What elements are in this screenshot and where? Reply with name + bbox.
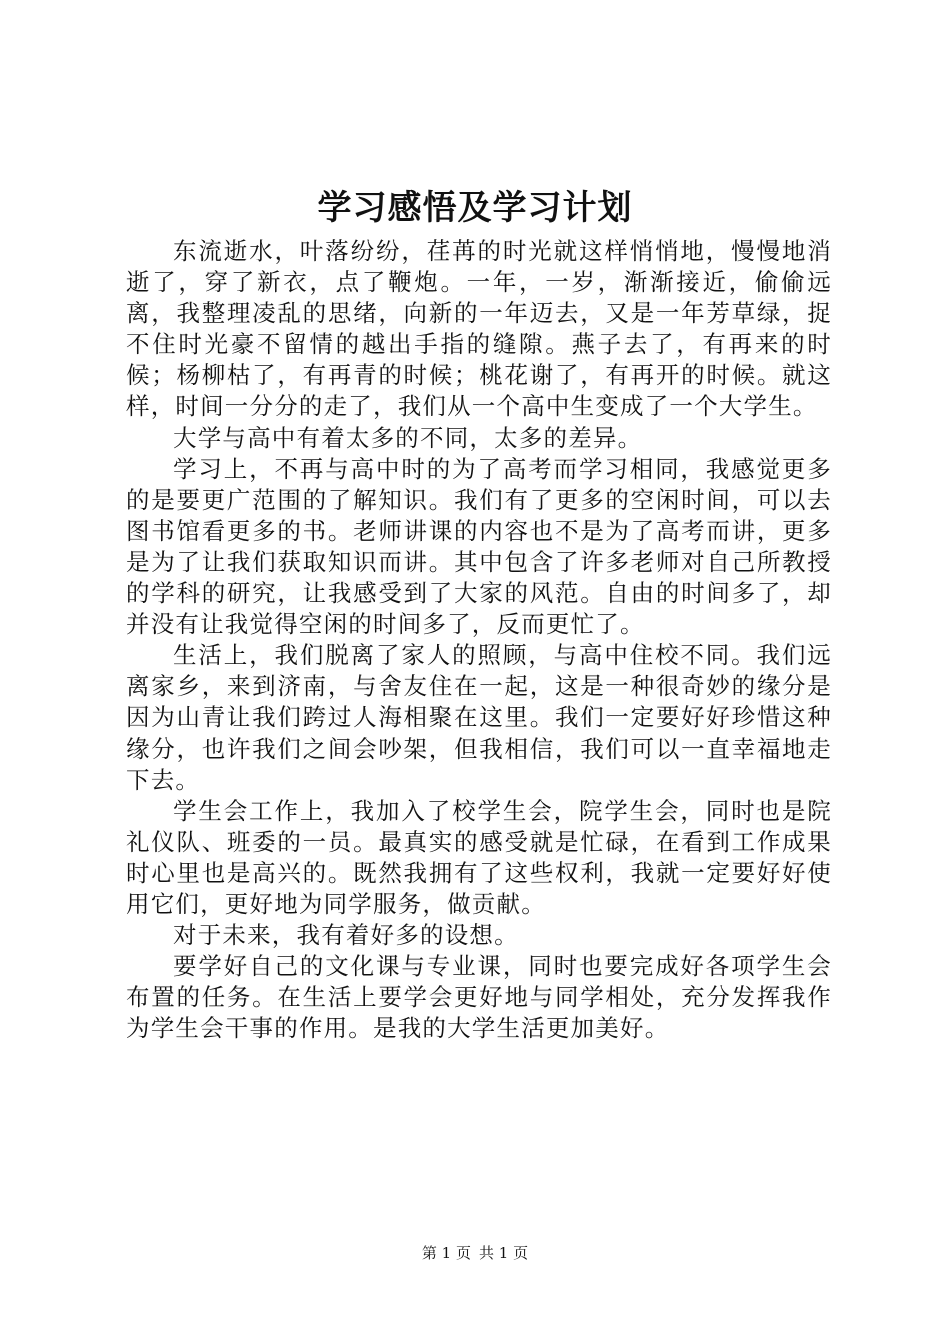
paragraph-differences: 大学与高中有着太多的不同，太多的差异。 [173,423,643,452]
paragraph-life: 生活上，我们脱离了家人的照顾，与高中住校不同。我们远离家乡，来到济南，与舍友住在一起，这是一种很奇妙的缘分是因为山青让我们跨过人海相聚在这里。我们一定要好好珍惜这种缘分，也许我们之间会吵架，但我相信，我们可以一直幸福地走下去。 [126,641,832,794]
page-footer [0,1242,950,1264]
paragraph-plan: 要学好自己的文化课与专业课，同时也要完成好各项学生会布置的任务。在生活上要学会更好地与同学相处，充分发挥我作为学生会干事的作用。是我的大学生活更加美好。 [126,952,832,1043]
page-number: 第 1 页 [421,1244,471,1262]
paragraph-student-union: 学生会工作上，我加入了校学生会，院学生会，同时也是院礼仪队、班委的一员。最真实的感受就是忙碌，在看到工作成果时心里也是高兴的。既然我拥有了这些权利，我就一定要好好使用它们，更好地为同学服务，做贡献。 [126,796,832,918]
paragraph-future: 对于未来，我有着好多的设想。 [173,921,519,950]
paragraph-study: 学习上，不再与高中时的为了高考而学习相同，我感觉更多的是要更广范围的了解知识。我们有了更多的空闲时间，可以去图书馆看更多的书。老师讲课的内容也不是为了高考而讲，更多是为了让我们获取知识而讲。其中包含了许多老师对自己所教授的学科的研究，让我感受到了大家的风范。自由的时间多了，却并没有让我觉得空闲的时间多了，反而更忙了。 [126,454,832,639]
document-title: 学习感悟及学习计划 [317,188,633,228]
paragraph-intro: 东流逝水，叶落纷纷，荏苒的时光就这样悄悄地，慢慢地消逝了，穿了新衣，点了鞭炮。一年，一岁，渐渐接近，偷偷远离，我整理凌乱的思绪，向新的一年迈去，又是一年芳草绿，捉不住时光豪不留情的越出手指的缝隙。燕子去了，有再来的时候；杨柳枯了，有再青的时候；桃花谢了，有再开的时候。就这样，时间一分分的走了，我们从一个高中生变成了一个大学生。 [126,237,832,421]
document-body [126,236,832,1044]
page-total: 共 1 页 [479,1244,529,1262]
